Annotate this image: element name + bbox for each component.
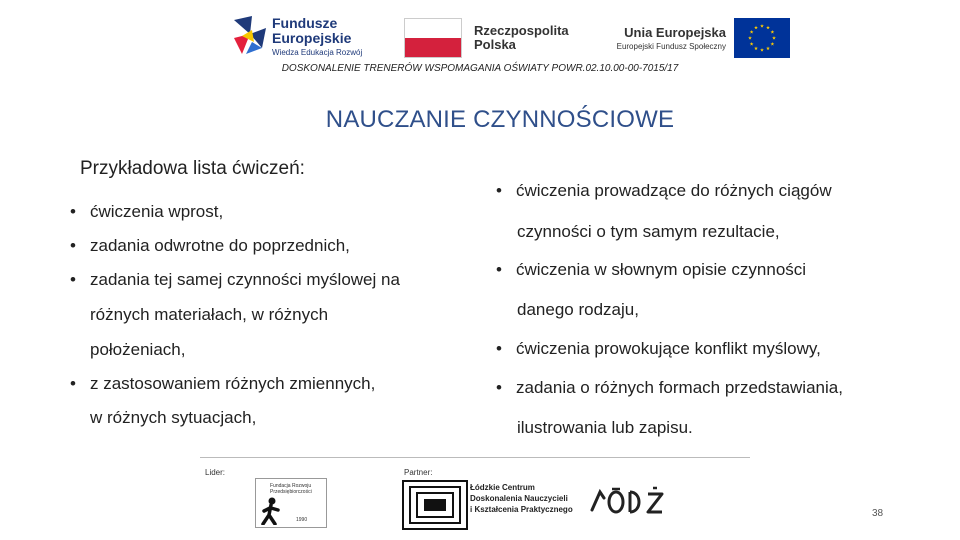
eu-flag-icon	[734, 18, 790, 58]
unia-europejska-logo	[600, 18, 790, 58]
right-item-3	[496, 339, 821, 359]
rzeczpospolita-logo	[404, 18, 569, 58]
right-item-1-line2: czynności o tym samym rezultacie,	[517, 222, 780, 241]
lodzkie-centrum-logo-text	[470, 482, 573, 515]
fr-logo-year: 1990	[296, 517, 308, 523]
left-item-1	[70, 202, 223, 222]
lodzkie-centrum-logo-mark	[402, 480, 468, 530]
right-item-3-text: ćwiczenia prowokujące konflikt myślowy,	[516, 339, 821, 358]
right-item-2-text: ćwiczenia w słownym opisie czynności	[516, 260, 807, 279]
left-item-3-line2: różnych materiałach, w różnych	[90, 305, 329, 324]
lodz-city-logo	[590, 486, 665, 518]
right-item-4	[496, 378, 843, 398]
ue-logo-line1: Unia Europejska	[624, 25, 726, 40]
rp-logo-line1: Rzeczpospolita	[474, 23, 569, 38]
bullet: •	[70, 270, 76, 289]
list-heading: Przykładowa lista ćwiczeń:	[80, 158, 305, 179]
lc-logo-line1: Łódzkie Centrum	[470, 483, 535, 492]
slide-title: NAUCZANIE CZYNNOŚCIOWE	[325, 106, 675, 133]
project-line: DOSKONALENIE TRENERÓW WSPOMAGANIA OŚWIATY POWR.02.10.00-00-7015/17	[281, 63, 679, 74]
fe-logo-line1: Fundusze	[272, 15, 338, 31]
right-item-1-text: ćwiczenia prowadzące do różnych ciągów	[516, 181, 832, 200]
left-item-3	[70, 270, 400, 290]
left-item-2-text: zadania odwrotne do poprzednich,	[90, 236, 350, 255]
fe-logo-line3: Wiedza Edukacja Rozwój	[272, 48, 363, 57]
left-item-4-line2: w różnych sytuacjach,	[90, 408, 257, 427]
fr-logo-line1: Fundacja Rozwoju	[270, 483, 312, 489]
bullet: •	[496, 260, 502, 279]
fr-logo-line2: Przedsiębiorczości	[270, 489, 312, 495]
lc-logo-line2: Doskonalenia Nauczycieli	[470, 494, 568, 503]
left-item-1-text: ćwiczenia wprost,	[90, 202, 224, 221]
bullet: •	[496, 339, 502, 358]
bullet: •	[70, 236, 76, 255]
bullet: •	[70, 202, 76, 221]
bullet: •	[70, 374, 76, 393]
left-item-3-line3: położeniach,	[90, 340, 186, 359]
page-number: 38	[872, 508, 884, 519]
bullet: •	[496, 378, 502, 397]
walking-figure-icon	[260, 497, 282, 525]
partner-label: Partner:	[404, 468, 433, 477]
left-item-2	[70, 236, 350, 256]
lc-logo-line3: i Kształcenia Praktycznego	[470, 505, 573, 514]
lider-label: Lider:	[205, 468, 226, 477]
left-item-4	[70, 374, 375, 394]
right-item-4-line2: ilustrowania lub zapisu.	[517, 418, 693, 437]
right-item-1	[496, 181, 832, 201]
fundusze-europejskie-logo	[232, 12, 377, 60]
footer-divider	[200, 457, 750, 458]
left-item-3-text: zadania tej samej czynności myślowej na	[90, 270, 400, 289]
right-item-2	[496, 260, 806, 280]
fe-star-icon	[232, 14, 268, 56]
polish-flag-icon	[404, 18, 462, 58]
bullet: •	[496, 181, 502, 200]
right-item-2-line2: danego rodzaju,	[517, 300, 639, 319]
left-item-4-text: z zastosowaniem różnych zmiennych,	[90, 374, 376, 393]
right-item-4-text: zadania o różnych formach przedstawiania,	[516, 378, 843, 397]
rp-logo-line2: Polska	[474, 37, 516, 52]
fundacja-rozwoju-logo	[255, 478, 327, 528]
ue-logo-line2: Europejski Fundusz Społeczny	[616, 42, 726, 51]
fe-logo-line2: Europejskie	[272, 30, 352, 46]
